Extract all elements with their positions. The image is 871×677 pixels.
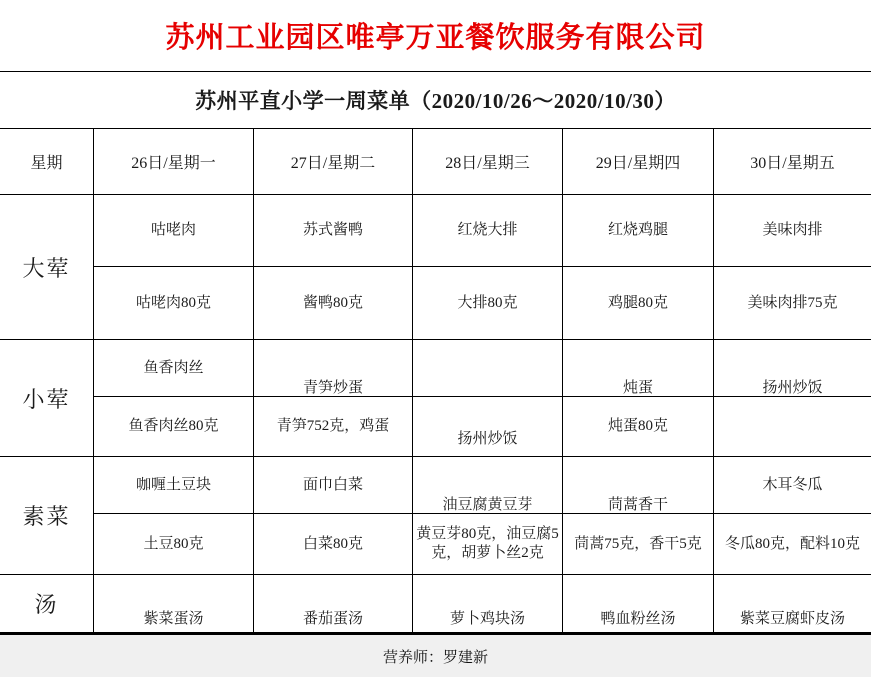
- dish-cell: [253, 340, 412, 397]
- portion-text: 酱鸭80克: [302, 294, 363, 311]
- soup-text: 萝卜鸡块汤: [449, 611, 525, 628]
- soup-text: 紫菜豆腐虾皮汤: [739, 611, 845, 628]
- soup-text: 鸭血粉丝汤: [600, 611, 676, 628]
- dish-text: 苏式酱鸭: [302, 222, 363, 239]
- portion-text: 扬州炒饭: [457, 431, 518, 448]
- soup-cell: [713, 575, 871, 632]
- dish-cell: [412, 457, 562, 514]
- soup-cell: [253, 575, 412, 632]
- dish-text: 青笋炒蛋: [302, 380, 363, 397]
- portion-text: 冬瓜80克，配料10克: [724, 535, 860, 552]
- header-corner-weekday: 星期: [0, 129, 93, 195]
- dish-cell: [562, 340, 713, 397]
- header-monday: 26日/星期一: [93, 129, 253, 195]
- footer-band: [0, 635, 871, 677]
- header-friday: 30日/星期五: [713, 129, 871, 195]
- portion-cell: [253, 514, 412, 575]
- soup-cell: [562, 575, 713, 632]
- section-label-vegetable: 素菜: [0, 457, 93, 575]
- portion-cell-empty: [713, 397, 871, 457]
- portion-text: 茼蒿75克，香干5克: [574, 535, 702, 552]
- soup-text: 紫菜蛋汤: [143, 611, 204, 628]
- dish-cell-empty: [412, 340, 562, 397]
- dish-cell: [562, 457, 713, 514]
- portion-cell: [93, 397, 253, 457]
- portion-text: 大排80克: [457, 294, 518, 311]
- nutritionist-signature: 营养师：罗建新: [382, 649, 488, 666]
- dish-cell: [93, 457, 253, 514]
- soup-cell: [412, 575, 562, 632]
- portion-cell: [562, 397, 713, 457]
- portion-text: 土豆80克: [143, 535, 204, 552]
- portion-text: 咕咾肉80克: [135, 294, 211, 311]
- dish-text: 鱼香肉丝: [143, 359, 204, 376]
- portion-cell: [713, 267, 871, 340]
- portion-cell: [713, 514, 871, 575]
- dish-cell: [412, 195, 562, 267]
- weekly-menu-table: [0, 129, 871, 635]
- portion-cell: [412, 267, 562, 340]
- portion-text: 鸡腿80克: [607, 294, 668, 311]
- portion-cell: [253, 397, 412, 457]
- dish-text: 炖蛋: [622, 380, 653, 397]
- title-band: [0, 0, 871, 72]
- portion-cell: [93, 514, 253, 575]
- dish-cell: [562, 195, 713, 267]
- dish-cell: [93, 340, 253, 397]
- portion-cell: [253, 267, 412, 340]
- soup-text: 番茄蛋汤: [302, 611, 363, 628]
- company-title: 苏州工业园区唯亭万亚餐饮服务有限公司: [165, 22, 706, 54]
- dish-text: 木耳冬瓜: [762, 476, 823, 493]
- header-wednesday: 28日/星期三: [412, 129, 562, 195]
- dish-text: 面巾白菜: [302, 476, 363, 493]
- header-tuesday: 27日/星期二: [253, 129, 412, 195]
- portion-text: 炖蛋80克: [607, 418, 668, 435]
- menu-week-title: 苏州平直小学一周菜单（2020/10/26～2020/10/30）: [195, 89, 676, 113]
- dish-cell: [93, 195, 253, 267]
- dish-cell: [713, 195, 871, 267]
- portion-text: 白菜80克: [302, 535, 363, 552]
- dish-cell: [713, 340, 871, 397]
- soup-cell: [93, 575, 253, 632]
- dish-text: 红烧鸡腿: [607, 222, 668, 239]
- portion-cell: [93, 267, 253, 340]
- section-label-side-meat: 小荤: [0, 340, 93, 457]
- section-label-main-meat: 大荤: [0, 195, 93, 340]
- dish-cell: [713, 457, 871, 514]
- portion-text: 黄豆芽80克，油豆腐5克，胡萝卜丝2克: [416, 526, 559, 561]
- dish-text: 美味肉排: [762, 222, 823, 239]
- header-thursday: 29日/星期四: [562, 129, 713, 195]
- portion-cell: [562, 514, 713, 575]
- dish-cell: [253, 457, 412, 514]
- section-label-soup: 汤: [34, 592, 59, 617]
- portion-text: 鱼香肉丝80克: [128, 418, 219, 435]
- dish-text: 红烧大排: [457, 222, 518, 239]
- dish-text: 咕咾肉: [150, 222, 196, 239]
- dish-text: 茼蒿香干: [607, 497, 668, 514]
- portion-cell: [412, 397, 562, 457]
- portion-cell: [412, 514, 562, 575]
- dish-text: 油豆腐黄豆芽: [442, 497, 533, 514]
- dish-text: 扬州炒饭: [762, 380, 823, 397]
- portion-text: 美味肉排75克: [747, 294, 838, 311]
- dish-cell: [253, 195, 412, 267]
- dish-text: 咖喱土豆块: [135, 476, 211, 493]
- portion-text: 青笋752克，鸡蛋: [276, 418, 390, 435]
- subtitle-band: [0, 72, 871, 129]
- portion-cell: [562, 267, 713, 340]
